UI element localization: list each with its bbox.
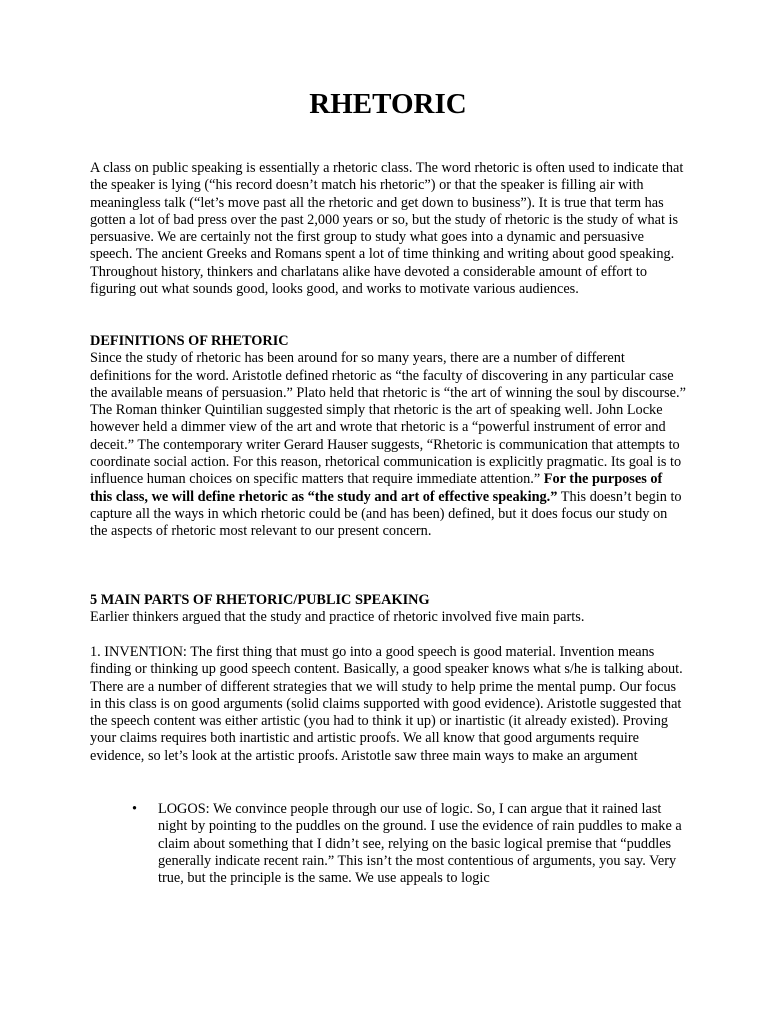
artistic-proofs-list (90, 801, 686, 887)
list-item (90, 801, 686, 887)
definitions-paragraph (90, 350, 686, 540)
main-parts-section (90, 592, 686, 627)
bullet-marker: • (132, 801, 138, 817)
main-parts-heading: 5 MAIN PARTS OF RHETORIC/PUBLIC SPEAKING (90, 592, 430, 608)
intro-paragraph: A class on public speaking is essentially a rhetoric class. The word rhetoric is often used to indicate that the speaker is lying (“his record doesn’t match his rhetoric”) or that the speaker is filling air with meaningless talk (“let’s move past all the rhetoric and get down to business”). It is true that term has gotten a lot of bad press over the past 2,000 years or so, but the study of rhetoric is the study of what is persuasive. We are certainly not the first group to study what goes into a dynamic and persuasive speech. The ancient Greeks and Romans spent a lot of time thinking and writing about good speaking. Throughout history, thinkers and charlatans alike have devoted a considerable amount of effort to figuring out what sounds good, looks good, and works to motivate various audiences. (90, 160, 684, 298)
definitions-section (90, 333, 686, 541)
invention-paragraph: 1. INVENTION: The first thing that must go into a good speech is good material. Invention means finding or thinking up good speech content. Basically, a good speaker knows what s/he is talking about. There are a number of different strategies that we will study to help prime the mental pump. Our focus in this class is on good arguments (solid claims supported with good evidence). Aristotle suggested that the speech content was either artistic (you had to think it up) or inartistic (it already existed). Proving your claims requires both inartistic and artistic proofs. We all know that good arguments require evidence, so let’s look at the artistic proofs. Aristotle saw three main ways to make an argument (90, 644, 683, 764)
page-title: RHETORIC (309, 88, 467, 120)
definitions-text-start: Since the study of rhetoric has been around for so many years, there are a number of different definitions for the word. Aristotle defined rhetoric as “the faculty of discovering in any particular case the available means of persuasion.” Plato held that rhetoric is “the art of winning the soul by discourse.” The Roman thinker Quintilian suggested simply that rhetoric is the art of speaking well. John Locke however held a dimmer view of the art and wrote that rhetoric is a “powerful instrument of error and deceit.” The contemporary writer Gerard Hauser suggests, “Rhetoric is communication that attempts to coordinate social action. For this reason, rhetorical communication is explicitly pragmatic. Its goal is to influence human choices on specific matters that require immediate attention.” (90, 350, 686, 488)
definitions-bold-statement: For the purposes of this class, we will define rhetoric as “the study and art of effective speaking.” (90, 471, 663, 505)
definitions-text-end: This doesn’t begin to capture all the ways in which rhetoric could be (and has been) defined, but it does focus our study on the aspects of rhetoric most relevant to our present concern. (90, 488, 682, 540)
main-parts-intro: Earlier thinkers argued that the study and practice of rhetoric involved five main parts. (90, 609, 585, 626)
definitions-heading: DEFINITIONS OF RHETORIC (90, 333, 289, 349)
logos-bullet-text: LOGOS: We convince people through our use of logic. So, I can argue that it rained last night by pointing to the puddles on the ground. I use the evidence of rain puddles to make a claim about something that I didn’t see, relying on the basic logical premise that “puddles generally indicate recent rain.” This isn’t the most contentious of arguments, you say. Very true, but the principle is the same. We use appeals to logic (158, 801, 682, 887)
